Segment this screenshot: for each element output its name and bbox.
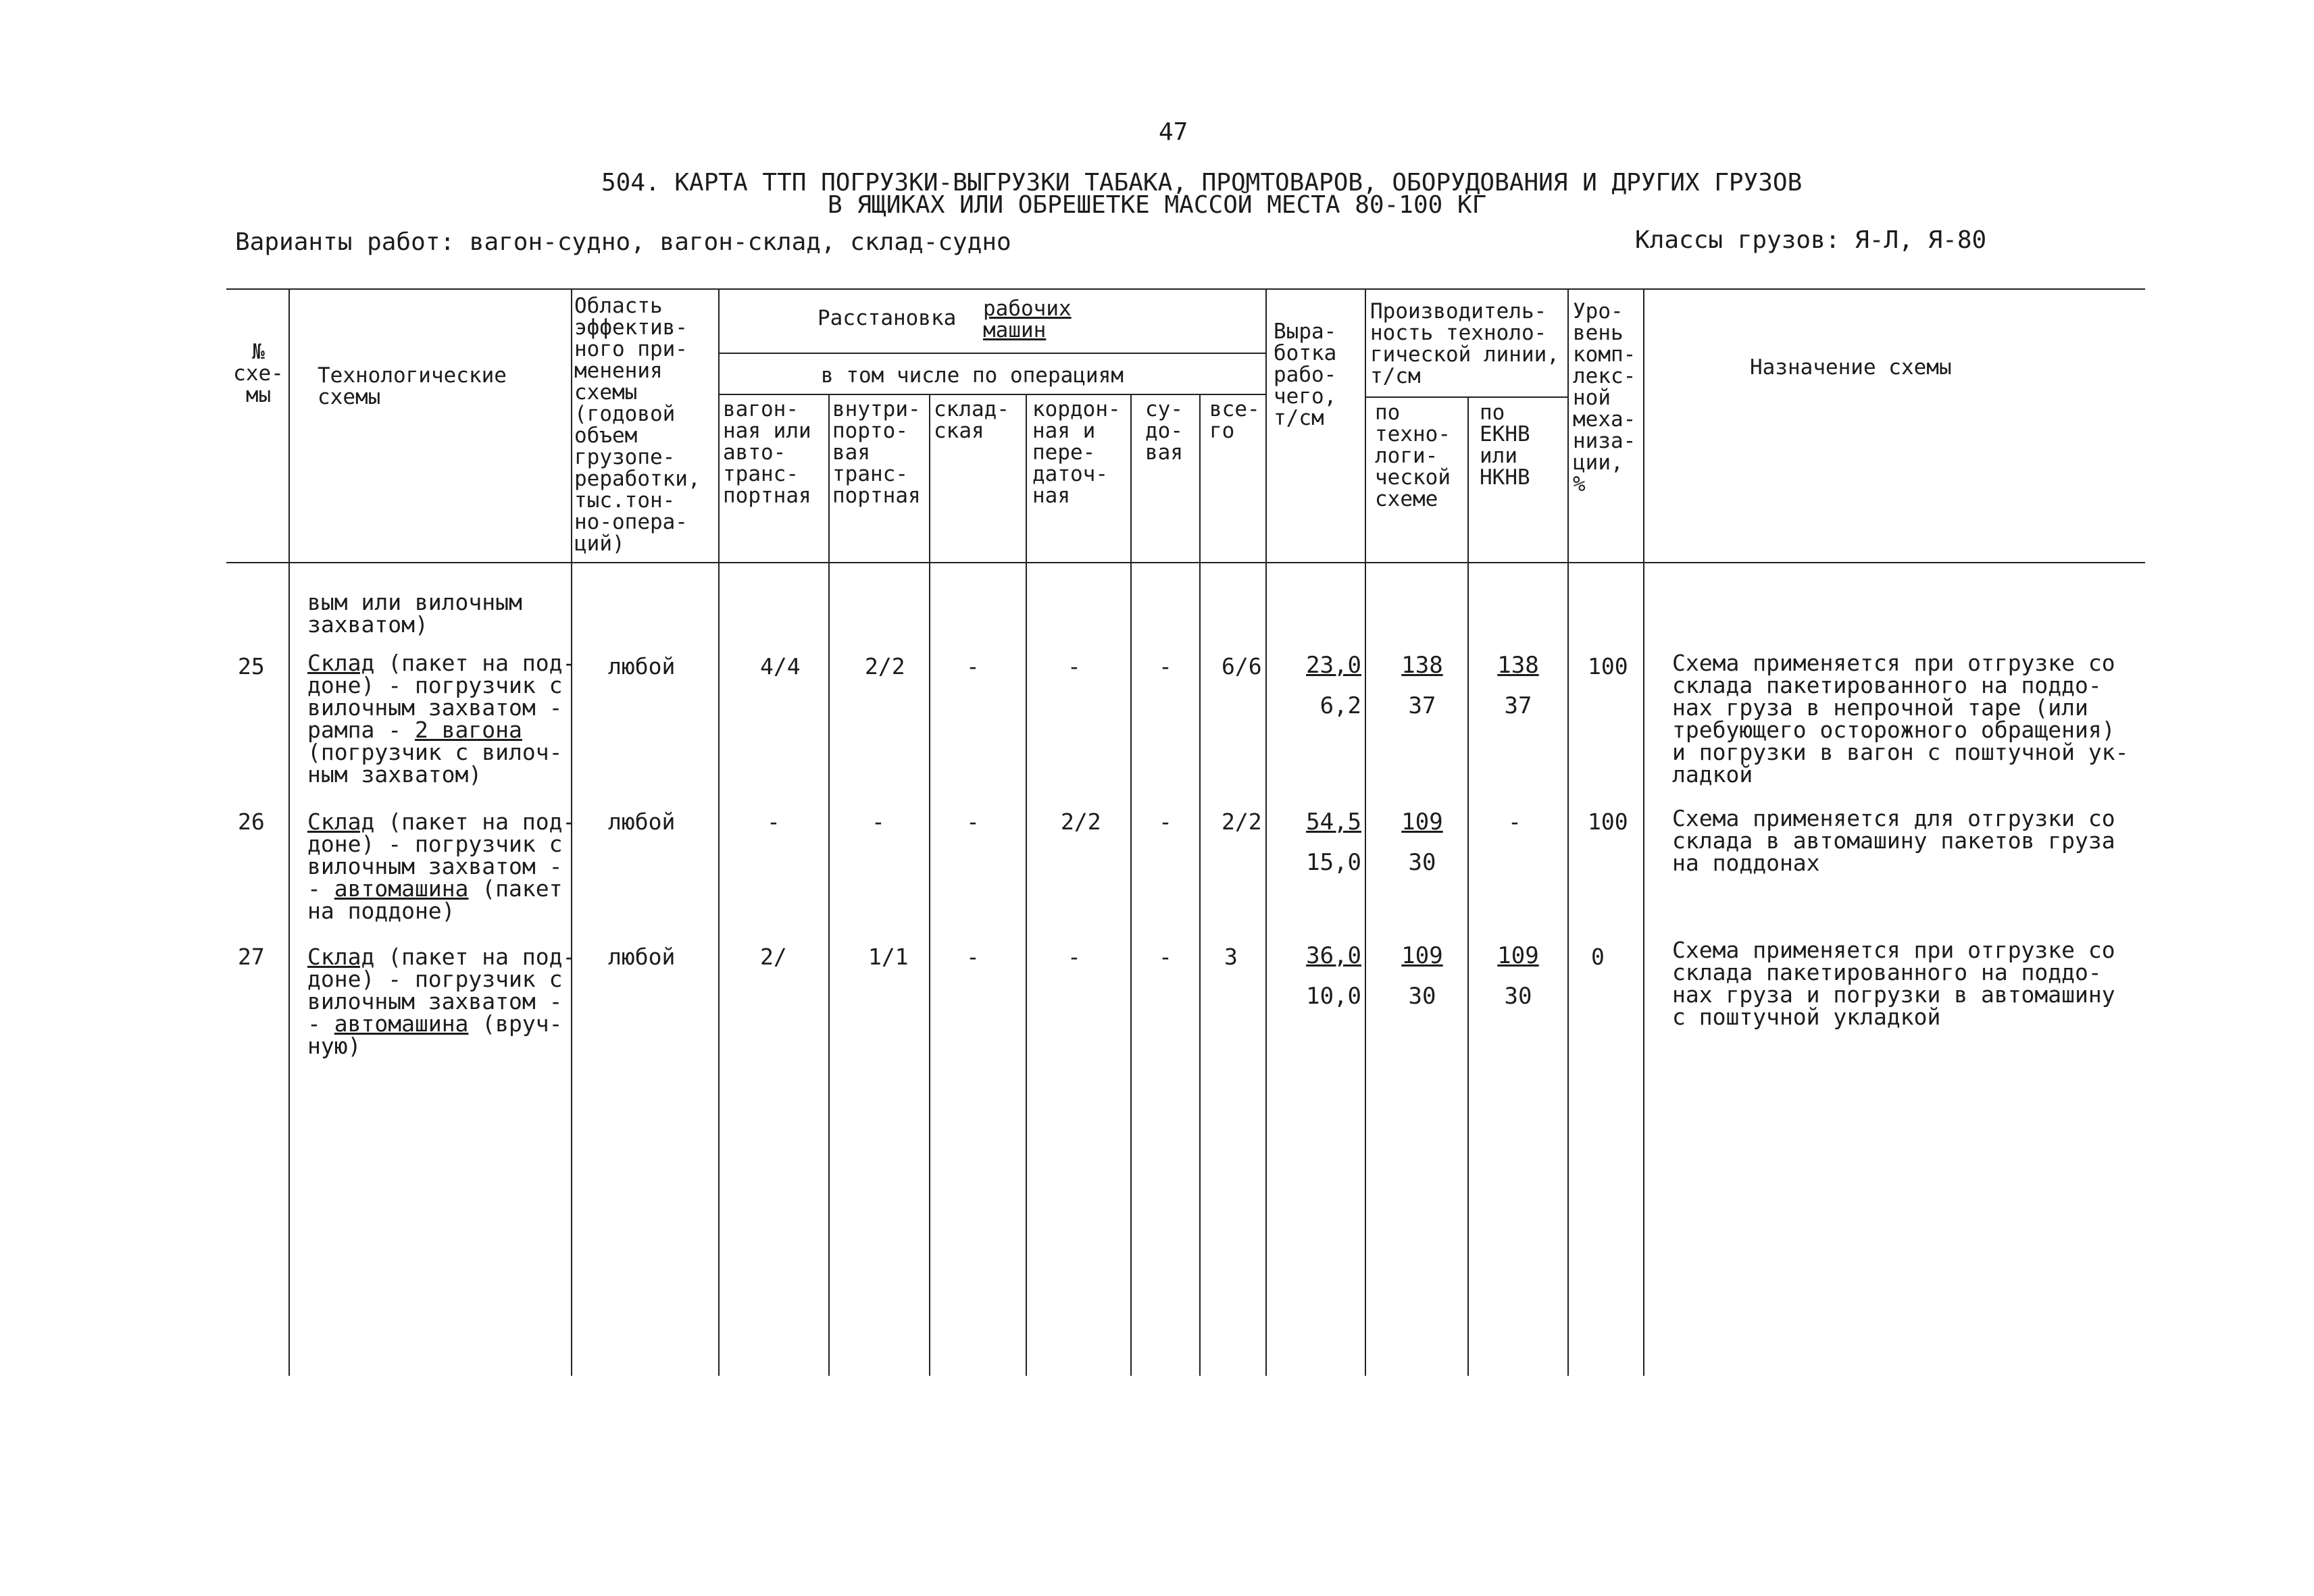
row-scheme: Склад (пакет на под- доне) - погрузчик с вилочным захватом - - автомашина (вруч- ную) xyxy=(307,944,576,1059)
header-placement: Расстановка xyxy=(818,306,957,330)
document-title: 504. КАРТА ТТП ПОГРУЗКИ-ВЫГРУЗКИ ТАБАКА, ПРОМТОВАРОВ, ОБОРУДОВАНИЯ И ДРУГИХ ГРУЗОВ xyxy=(601,169,1803,197)
productivity-subrule xyxy=(1365,396,1567,398)
header-tech-schemes: Технологические схемы xyxy=(318,363,507,409)
mechanization-value: 0 xyxy=(1591,944,1605,970)
op-intraport-value: 2/2 xyxy=(865,653,905,679)
op-ship-value: - xyxy=(1159,808,1172,835)
header-by-operations: в том числе по операциям xyxy=(821,363,1124,388)
continuation-text: вым или вилочным захватом) xyxy=(307,589,522,638)
operations-subrule xyxy=(718,394,1265,395)
prod-eknv-value: - xyxy=(1508,808,1521,835)
op-cordon-value: - xyxy=(1067,653,1081,679)
op-ship-value: - xyxy=(1159,653,1172,679)
scheme-destination: 2 вагона xyxy=(414,717,522,743)
prod-eknv-value: $\frac{138}{37}$ xyxy=(1497,652,1539,719)
header-area: Область эффектив- ного при- менения схемы (годовой объем грузопе- реработки, тыс.тон- но-опера- ций) xyxy=(574,294,701,556)
op-warehouse-value: - xyxy=(966,808,980,835)
purpose-text: Схема применяется для отгрузки со склада в автомашину пакетов груза на поддонах xyxy=(1672,805,2115,876)
scheme-destination: автомашина xyxy=(334,875,469,902)
header-op-intraport: внутри- порто- вая транс- портная xyxy=(832,397,921,508)
header-op-warehouse: склад- ская xyxy=(934,397,1009,443)
prod-eknv-value: $\frac{109}{30}$ xyxy=(1497,942,1539,1010)
row-number: 27 xyxy=(238,944,265,970)
row-scheme: Склад (пакет на под- доне) - погрузчик с вилочным захватом - - автомашина (пакет на поддоне) xyxy=(307,808,576,924)
row-number: 25 xyxy=(238,653,265,679)
header-prod-tech: по техно- логи- ческой схеме xyxy=(1375,401,1451,511)
header-op-cordon: кордон- ная и пере- даточ- ная xyxy=(1032,397,1121,508)
header-productivity: Производитель- ность техноло- гической линии, т/см xyxy=(1370,299,1559,388)
work-variants: Варианты работ: вагон-судно, вагон-склад, склад-судно xyxy=(235,228,1011,256)
row-scheme: Склад (пакет на под- доне) - погрузчик с вилочным захватом - рампа - 2 вагона (погрузчик с вилоч- ным захватом) xyxy=(307,650,576,788)
purpose-text: Схема применяется при отгрузке со склада пакетированного на поддо- нах груза в непрочной таре (или требующего осторожного обращения) и погрузки в вагон с поштучной ук- ладкой xyxy=(1672,650,2129,788)
header-placement-machines: рабочих машин xyxy=(983,297,1072,342)
op-wagon-value: 4/4 xyxy=(760,653,801,679)
header-mechanization: Уро- вень комп- лекс- ной меха- низа- ции, % xyxy=(1573,299,1636,496)
output-value: $\frac{36,0}{10,0}$ xyxy=(1306,942,1361,1010)
op-cordon-value: 2/2 xyxy=(1061,808,1101,835)
scheme-origin: Склад xyxy=(307,944,375,970)
header-prod-eknv: по ЕКНВ или НКНВ xyxy=(1480,401,1530,490)
scheme-origin: Склад xyxy=(307,808,375,835)
header-bottom-rule xyxy=(226,562,2145,563)
purpose-text: Схема применяется при отгрузке со склада пакетированного на поддо- нах груза и погрузки в автомашину с поштучной укладкой xyxy=(1672,937,2115,1030)
prod-tech-value: $\frac{138}{37}$ xyxy=(1401,652,1443,719)
placement-subrule xyxy=(718,353,1265,354)
op-wagon-value: 2/ xyxy=(760,944,787,970)
op-total-value: 6/6 xyxy=(1222,653,1262,679)
op-warehouse-value: - xyxy=(966,653,980,679)
header-output: Выра- ботка рабо- чего, т/см xyxy=(1274,319,1337,430)
output-value: $\frac{23,0}{6,2}$ xyxy=(1306,652,1361,719)
scheme-origin: Склад xyxy=(307,650,375,676)
row-area: любой xyxy=(608,808,676,835)
header-op-ship: су- до- вая xyxy=(1145,397,1183,465)
scheme-destination: автомашина xyxy=(334,1010,469,1037)
cargo-classes: Классы грузов: Я-Л, Я-80 xyxy=(1635,226,1987,254)
header-scheme-no: № схе- мы xyxy=(233,340,284,407)
op-total-value: 3 xyxy=(1224,944,1238,970)
op-wagon-value: - xyxy=(767,808,780,835)
header-op-wagon: вагон- ная или авто- транс- портная xyxy=(723,397,811,508)
header-purpose: Назначение схемы xyxy=(1750,355,1952,380)
row-number: 26 xyxy=(238,808,265,835)
op-warehouse-value: - xyxy=(966,944,980,970)
output-value: $\frac{54,5}{15,0}$ xyxy=(1306,808,1361,876)
prod-tech-value: $\frac{109}{30}$ xyxy=(1401,942,1443,1010)
prod-tech-value: $\frac{109}{30}$ xyxy=(1401,808,1443,876)
row-area: любой xyxy=(608,944,676,970)
row-area: любой xyxy=(608,653,676,679)
op-intraport-value: - xyxy=(872,808,885,835)
mechanization-value: 100 xyxy=(1588,808,1628,835)
header-op-total: все- го xyxy=(1209,397,1260,443)
op-cordon-value: - xyxy=(1067,944,1081,970)
document-subtitle: В ЯЩИКАХ ИЛИ ОБРЕШЕТКЕ МАССОЙ МЕСТА 80-100 КГ xyxy=(828,191,1487,219)
page-number: 47 xyxy=(1159,118,1188,146)
mechanization-value: 100 xyxy=(1588,653,1628,679)
op-total-value: 2/2 xyxy=(1222,808,1262,835)
op-intraport-value: 1/1 xyxy=(868,944,909,970)
table-top-rule xyxy=(226,288,2145,290)
op-ship-value: - xyxy=(1159,944,1172,970)
